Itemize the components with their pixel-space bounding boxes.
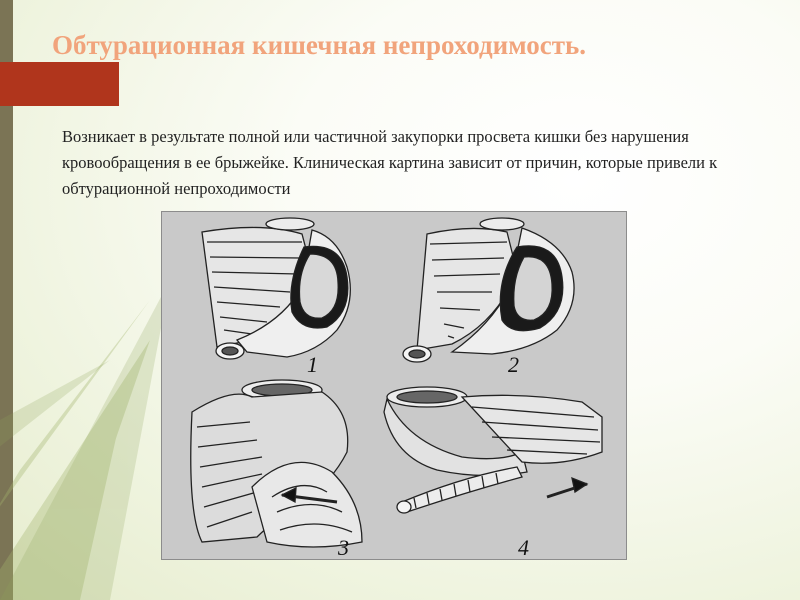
panel-label-4: 4: [518, 535, 529, 559]
panel-3-drawing: [191, 380, 362, 547]
panel-label-3: 3: [338, 535, 349, 559]
panel-4-drawing: [384, 387, 602, 513]
slide-title: Обтурационная кишечная непроходимость.: [52, 30, 587, 60]
intestine-illustration: [161, 211, 627, 560]
slide-body-text: Возникает в результате полной или частичной закупорки просвета кишки без нарушения кровообращения в ее брыжейке. Клиническая картина зависит от причин, которые привели к обтурационной непроходимости: [62, 127, 718, 198]
panel-1-drawing: [202, 218, 350, 359]
panel-label-2: 2: [508, 352, 519, 377]
title-accent-tab: [0, 62, 119, 106]
panel-label-1: 1: [307, 352, 318, 377]
panel-2-drawing: [403, 218, 574, 362]
